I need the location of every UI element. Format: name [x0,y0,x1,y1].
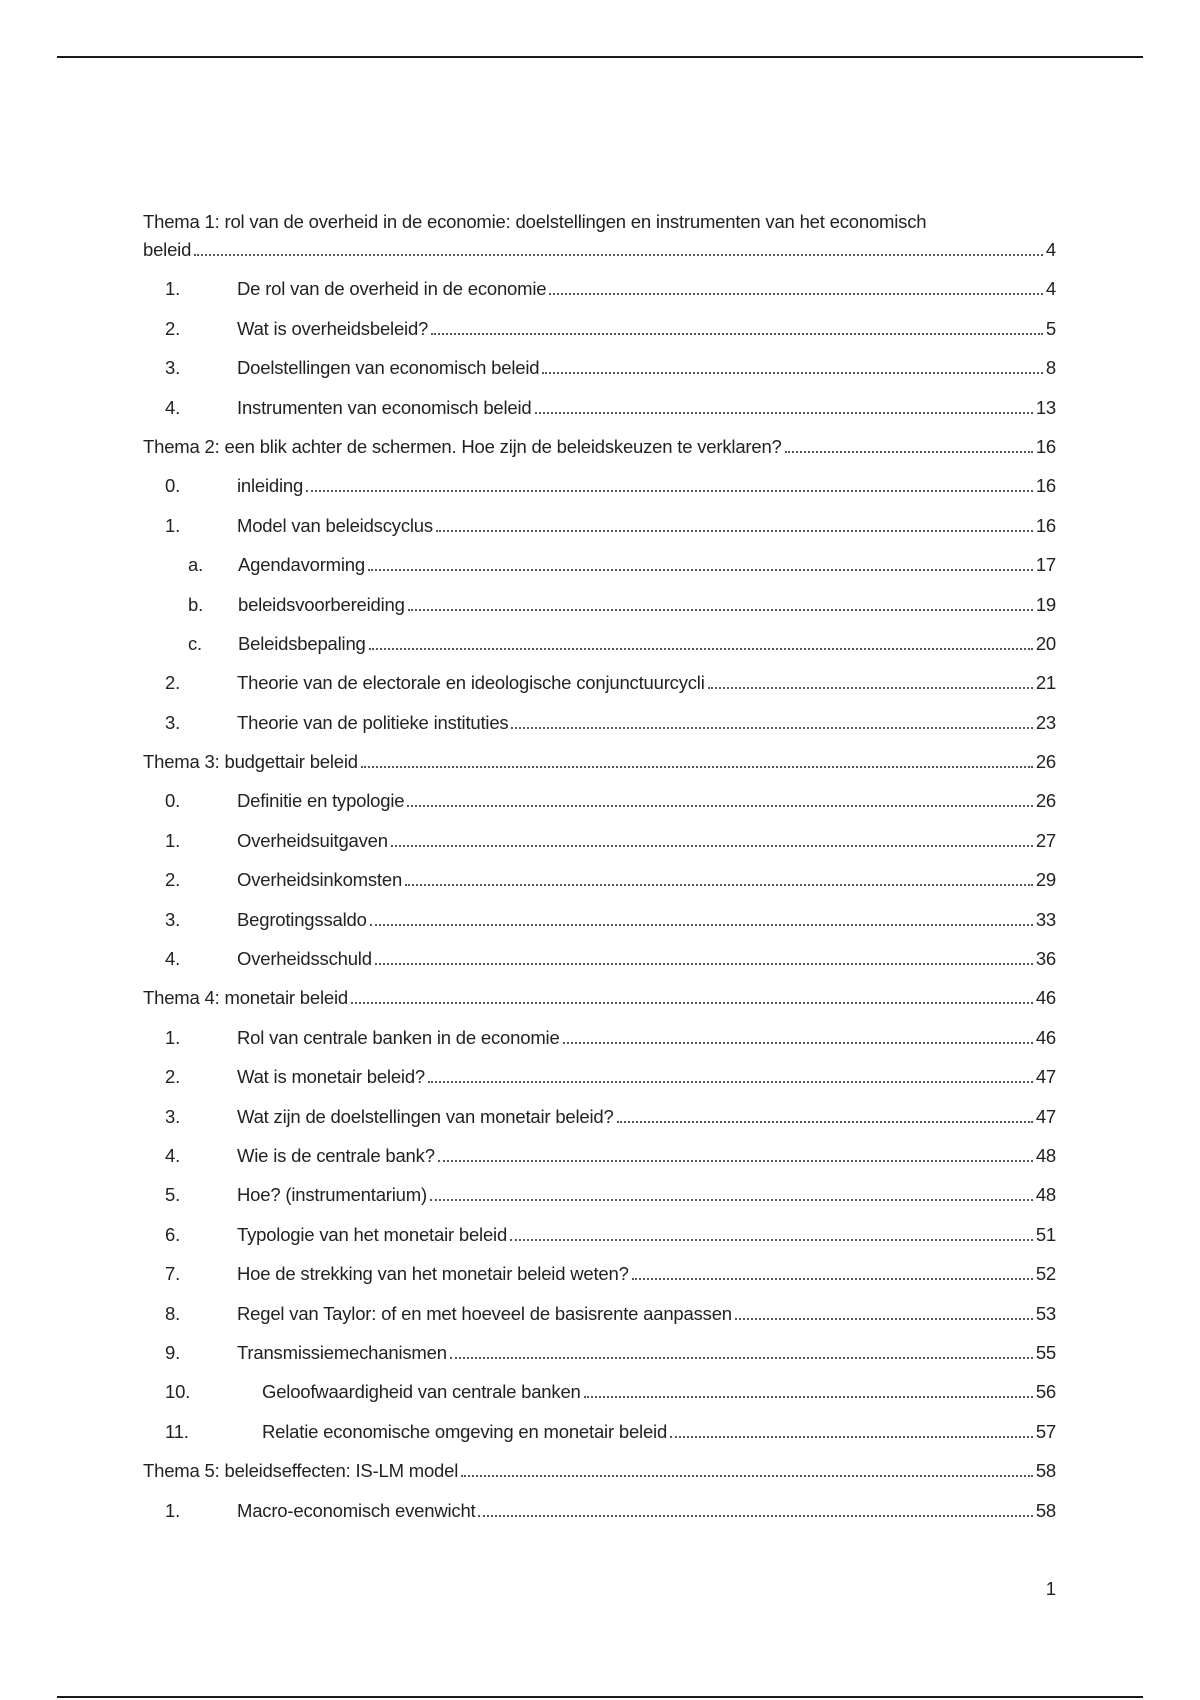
toc-entry-number: 1. [165,1026,181,1048]
toc-entry[interactable] [143,340,1056,379]
toc-entry-title: Overheidsinkomsten [237,869,403,891]
toc-entry[interactable] [143,300,1056,339]
toc-entry-number: 0. [165,790,181,812]
toc-entry-page: 16 [1035,514,1056,536]
toc-entry-number: 2. [165,869,181,891]
toc-entry[interactable] [143,458,1056,497]
toc-entry-title: De rol van de overheid in de economie [237,278,547,300]
toc-entry-title-continued: beleid [143,239,192,260]
toc-entry-number: 2. [165,317,181,339]
toc-dot-leader [436,530,1033,532]
toc-entry-page: 57 [1035,1420,1056,1442]
toc-dot-leader [542,372,1043,374]
toc-dot-leader [369,648,1033,650]
toc-entry[interactable] [143,1088,1056,1127]
toc-entry-heading[interactable] [143,970,1056,1009]
toc-entry-page: 16 [1035,475,1056,497]
toc-entry-number: 4. [165,396,181,418]
toc-dot-leader [370,924,1033,926]
toc-entry-page: 5 [1045,317,1056,339]
toc-entry-title: Overheidsschuld [237,948,372,970]
toc-entry[interactable] [143,812,1056,851]
toc-entry-number: a. [188,554,204,576]
toc-entry[interactable] [143,655,1056,694]
toc-entry[interactable] [143,852,1056,891]
toc-dot-leader [511,727,1032,729]
toc-entry-number: 3. [165,711,181,733]
toc-dot-leader [361,766,1033,768]
toc-entry-number: 0. [165,475,181,497]
toc-entry-page: 55 [1035,1341,1056,1363]
toc-dot-leader [430,1199,1033,1201]
toc-entry-page: 4 [1045,239,1056,260]
toc-entry-page: 16 [1035,435,1056,457]
toc-dot-leader [510,1239,1033,1241]
toc-entry[interactable] [143,537,1056,576]
toc-entry-page: 53 [1035,1302,1056,1324]
toc-entry-title: Definitie en typologie [237,790,405,812]
toc-entry-heading[interactable] [143,734,1056,773]
toc-entry-number: 3. [165,1105,181,1127]
toc-entry-title: Wat is overheidsbeleid? [237,317,429,339]
toc-entry-page: 20 [1035,632,1056,654]
toc-entry-page: 23 [1035,711,1056,733]
toc-entry[interactable] [143,497,1056,536]
toc-entry-heading[interactable] [143,419,1056,458]
toc-entry[interactable] [143,694,1056,733]
toc-entry-page: 13 [1035,396,1056,418]
toc-entry-page: 26 [1035,751,1056,773]
toc-dot-leader [408,609,1033,611]
toc-entry-page: 56 [1035,1381,1056,1403]
page-number: 1 [1045,1578,1056,1599]
toc-entry[interactable] [143,616,1056,655]
toc-entry[interactable] [143,576,1056,615]
toc-dot-leader [450,1357,1033,1359]
toc-dot-leader [405,884,1033,886]
toc-dot-leader [632,1278,1033,1280]
toc-entry-page: 46 [1035,1026,1056,1048]
toc-dot-leader [670,1436,1033,1438]
toc-entry-title: Relatie economische omgeving en monetair beleid [262,1420,668,1442]
toc-dot-leader [563,1042,1033,1044]
toc-entry-page: 36 [1035,948,1056,970]
toc-entry-page: 29 [1035,869,1056,891]
toc-entry-number: 4. [165,1144,181,1166]
toc-entry-page: 26 [1035,790,1056,812]
toc-entry-number: 3. [165,908,181,930]
toc-entry-number: b. [188,593,204,615]
toc-dot-leader [306,490,1033,492]
toc-entry-page: 47 [1035,1066,1056,1088]
toc-entry-title: Theorie van de politieke instituties [237,711,509,733]
toc-entry-number: 9. [165,1341,181,1363]
toc-entry-title: Transmissiemechanismen [237,1341,447,1363]
toc-entry-title: Wat is monetair beleid? [237,1066,426,1088]
toc-entry-page: 17 [1035,554,1056,576]
toc-dot-leader [391,845,1033,847]
toc-entry-title: Thema 5: beleidseffecten: IS-LM model [143,1460,459,1482]
toc-entry-title: Hoe de strekking van het monetair beleid weten? [237,1263,629,1285]
toc-dot-leader [785,451,1033,453]
toc-entry-title: Model van beleidscyclus [237,514,433,536]
toc-entry[interactable] [143,1364,1056,1403]
toc-entry-number: 11. [165,1420,189,1442]
toc-entry-heading[interactable] [143,1443,1056,1482]
toc-entry-page: 52 [1035,1263,1056,1285]
toc-dot-leader [375,963,1033,965]
toc-entry-heading[interactable] [143,209,1056,261]
toc-dot-leader [194,254,1043,256]
toc-entry-title: Thema 2: een blik achter de schermen. Hoe zijn de beleidskeuzen te verklaren? [143,435,782,457]
toc-entry-number: 1. [165,1499,181,1521]
toc-entry[interactable] [143,1167,1056,1206]
toc-dot-leader [549,293,1043,295]
toc-entry-number: 10. [165,1381,191,1403]
toc-dot-leader [407,805,1032,807]
toc-dot-leader [478,1515,1032,1517]
toc-entry-title: Thema 1: rol van de overheid in de economie: doelstellingen en instrumenten van het economisch [143,211,927,232]
toc-entry-page: 58 [1035,1499,1056,1521]
toc-entry-title: Macro-economisch evenwicht [237,1499,476,1521]
toc-entry-page: 51 [1035,1223,1056,1245]
toc-dot-leader [735,1318,1033,1320]
toc-entry-number: 4. [165,948,181,970]
toc-entry-page: 46 [1035,987,1056,1009]
toc-entry-number: 8. [165,1302,181,1324]
toc-entry-title: Theorie van de electorale en ideologische conjunctuurcycli [237,672,705,694]
toc-entry[interactable] [143,1049,1056,1088]
toc-entry-number: 1. [165,829,181,851]
footer-rule [57,1696,1143,1698]
toc-entry-number: 5. [165,1184,181,1206]
toc-entry-title: Beleidsbepaling [238,632,366,654]
toc-entry-title: Thema 4: monetair beleid [143,987,348,1009]
toc-dot-leader [461,1475,1033,1477]
toc-dot-leader [438,1160,1033,1162]
toc-entry-title: Agendavorming [238,554,365,576]
toc-entry-title: Geloofwaardigheid van centrale banken [262,1381,581,1403]
toc-entry-number: 7. [165,1263,181,1285]
toc-entry[interactable] [143,1246,1056,1285]
toc-entry-title: Begrotingssaldo [237,908,367,930]
toc-entry-number: 1. [165,514,181,536]
toc-entry-title: Overheidsuitgaven [237,829,388,851]
toc-entry-page: 33 [1035,908,1056,930]
toc-dot-leader [535,412,1033,414]
toc-entry-page: 27 [1035,829,1056,851]
toc-entry-title: Regel van Taylor: of en met hoeveel de basisrente aanpassen [237,1302,732,1324]
toc-entry-number: 6. [165,1223,181,1245]
toc-entry-number: 1. [165,278,181,300]
table-of-contents [143,209,1056,1522]
toc-entry-number: c. [188,632,202,654]
toc-entry[interactable] [143,379,1056,418]
toc-entry-title: Instrumenten van economisch beleid [237,396,532,418]
toc-entry[interactable] [143,773,1056,812]
toc-dot-leader [584,1396,1033,1398]
toc-entry-page: 48 [1035,1144,1056,1166]
toc-entry-title: Wie is de centrale bank? [237,1144,435,1166]
toc-entry[interactable] [143,261,1056,300]
toc-entry-title: Hoe? (instrumentarium) [237,1184,427,1206]
toc-entry-number: 2. [165,672,181,694]
toc-entry-title: Thema 3: budgettair beleid [143,751,358,773]
toc-dot-leader [368,569,1033,571]
toc-entry-title: Typologie van het monetair beleid [237,1223,508,1245]
toc-entry-title: Rol van centrale banken in de economie [237,1026,560,1048]
toc-entry[interactable] [143,1403,1056,1442]
toc-entry[interactable] [143,1009,1056,1048]
toc-entry-title: inleiding [237,475,304,497]
toc-entry-page: 47 [1035,1105,1056,1127]
toc-dot-leader [428,1081,1033,1083]
toc-entry[interactable] [143,1482,1056,1521]
toc-entry-number: 2. [165,1066,181,1088]
toc-entry-page: 48 [1035,1184,1056,1206]
toc-entry-title: beleidsvoorbereiding [238,593,405,615]
toc-dot-leader [708,687,1033,689]
toc-entry[interactable] [143,1128,1056,1167]
toc-entry-page: 21 [1035,672,1056,694]
toc-dot-leader [351,1002,1033,1004]
toc-entry[interactable] [143,891,1056,930]
toc-entry-number: 3. [165,357,181,379]
toc-dot-leader [431,333,1043,335]
toc-dot-leader [617,1121,1033,1123]
toc-entry-page: 58 [1035,1460,1056,1482]
toc-entry-title: Doelstellingen van economisch beleid [237,357,540,379]
toc-entry[interactable] [143,1206,1056,1245]
toc-entry-page: 19 [1035,593,1056,615]
toc-entry[interactable] [143,931,1056,970]
toc-entry-page: 4 [1045,278,1056,300]
toc-entry[interactable] [143,1285,1056,1324]
toc-entry-page: 8 [1045,357,1056,379]
toc-entry[interactable] [143,1325,1056,1364]
toc-entry-title: Wat zijn de doelstellingen van monetair beleid? [237,1105,614,1127]
header-rule [57,56,1143,58]
